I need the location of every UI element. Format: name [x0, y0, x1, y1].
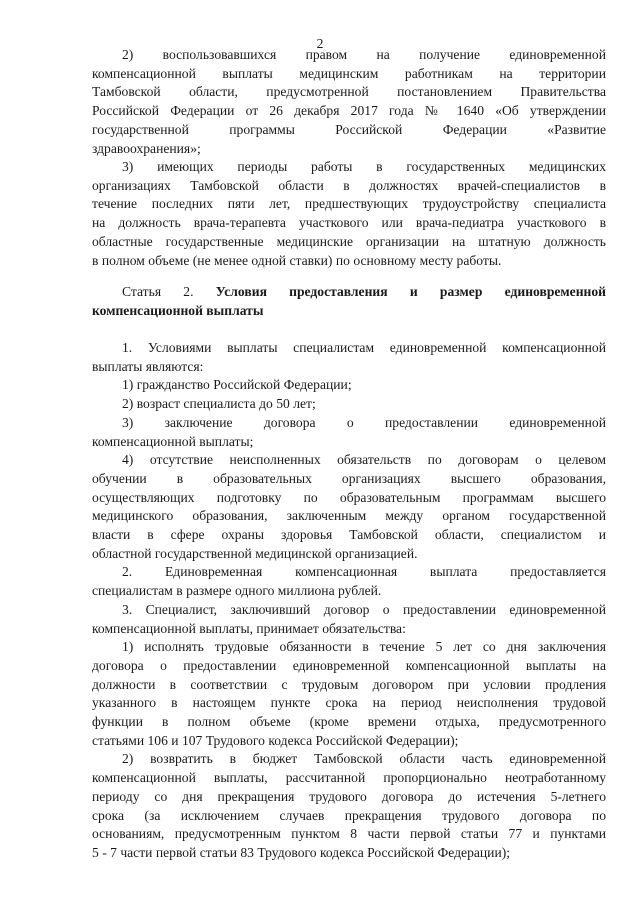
text-line: здравоохранения»;	[92, 140, 201, 156]
text-line: медицинского образования, заключенным между органом государственной	[92, 508, 606, 524]
text-line: функции в полном объеме (кроме времени отдыха, предусмотренного	[92, 714, 606, 730]
article-prefix: Статья 2.	[122, 284, 194, 299]
text-line: выплаты являются:	[92, 358, 204, 374]
text-line: на должность врача-терапевта участкового или врача-педиатра участкового в	[92, 215, 606, 231]
text-line: власти в сфере охраны здоровья Тамбовской области, специалистом и	[92, 527, 606, 543]
text-line: периоду со дня прекращения трудового договора до истечения 5-летнего	[92, 788, 606, 804]
text-line: Российской Федерации от 26 декабря 2017 года № 1640 «Об утверждении	[92, 103, 606, 119]
article-title-line	[92, 283, 606, 302]
page-number: 2	[316, 36, 324, 51]
text-line: организациях Тамбовской области в должностях врачей-специалистов в	[92, 177, 606, 193]
text-line: основаниям, предусмотренным пунктом 8 части первой статьи 77 и пунктами	[92, 826, 606, 842]
text-line: компенсационной выплаты, рассчитанной пропорционально неотработанному	[92, 770, 606, 786]
text-line: договора о предоставлении единовременной компенсационной выплаты на	[92, 657, 606, 673]
text-line: указанного в настоящем пункте срока на период неисполнения трудовой	[92, 695, 606, 711]
list-item: 4) отсутствие неисполненных обязательств по договорам о целевом	[122, 452, 606, 468]
list-item: 2) возраст специалиста до 50 лет;	[122, 396, 316, 412]
text-line: 3. Специалист, заключивший договор о предоставлении единовременной	[122, 601, 606, 617]
text-line: 1. Условиями выплаты специалистам единовременной компенсационной	[122, 340, 606, 355]
text-line: в полном объеме (не менее одной ставки) по основному месту работы.	[92, 252, 502, 268]
text-line: компенсационной выплаты, принимает обязательства:	[92, 620, 406, 636]
text-line: 3) имеющих периоды работы в государственных медицинских	[122, 159, 606, 174]
text-line: компенсационной выплаты медицинским работникам на территории	[92, 65, 606, 81]
text-line: компенсационной выплаты;	[92, 433, 254, 449]
paragraph-conditions	[92, 339, 606, 863]
text-line: срока (за исключением случаев прекращения трудового договора по	[92, 807, 606, 823]
text-line: специалистам в размере одного миллиона рублей.	[92, 583, 382, 599]
text-line: 2. Единовременная компенсационная выплата предоставляется	[122, 564, 606, 580]
list-item: 1) исполнять трудовые обязанности в течение 5 лет со дня заключения	[122, 639, 606, 655]
text-line: осуществляющих подготовку по образовательным программам высшего	[92, 489, 606, 505]
text-line: государственной программы Российской Федерации «Развитие	[92, 121, 606, 137]
text-line: 5 - 7 части первой статьи 83 Трудового кодекса Российской Федерации);	[92, 844, 511, 860]
text-line: обучении в образовательных организациях высшего образования,	[92, 470, 606, 486]
paragraph-item-2	[92, 46, 606, 158]
article-title-cont: компенсационной выплаты	[92, 302, 264, 318]
text-line: Тамбовской области, предусмотренной постановлением Правительства	[92, 84, 606, 100]
text-line: статьями 106 и 107 Трудового кодекса Российской Федерации);	[92, 732, 459, 748]
article-title: Условия предоставления и размер единовременной	[215, 284, 607, 299]
text-line: областной государственной медицинской организацией.	[92, 545, 418, 561]
list-item: 1) гражданство Российской Федерации;	[122, 377, 352, 393]
paragraph-item-3	[92, 158, 606, 270]
article-title-line	[92, 302, 606, 321]
text-line: областные государственные медицинские организации на штатную должность	[92, 233, 606, 249]
article-heading	[92, 283, 606, 320]
list-item: 2) возвратить в бюджет Тамбовской области часть единовременной	[122, 751, 606, 767]
text-line: течение последних пяти лет, предшествующих трудоустройству специалиста	[92, 196, 606, 212]
text-line: 2) воспользовавшихся правом на получение единовременной	[122, 47, 606, 62]
list-item: 3) заключение договора о предоставлении единовременной	[122, 414, 606, 430]
text-line: должности в соответствии с трудовым договором при условии продления	[92, 676, 606, 692]
